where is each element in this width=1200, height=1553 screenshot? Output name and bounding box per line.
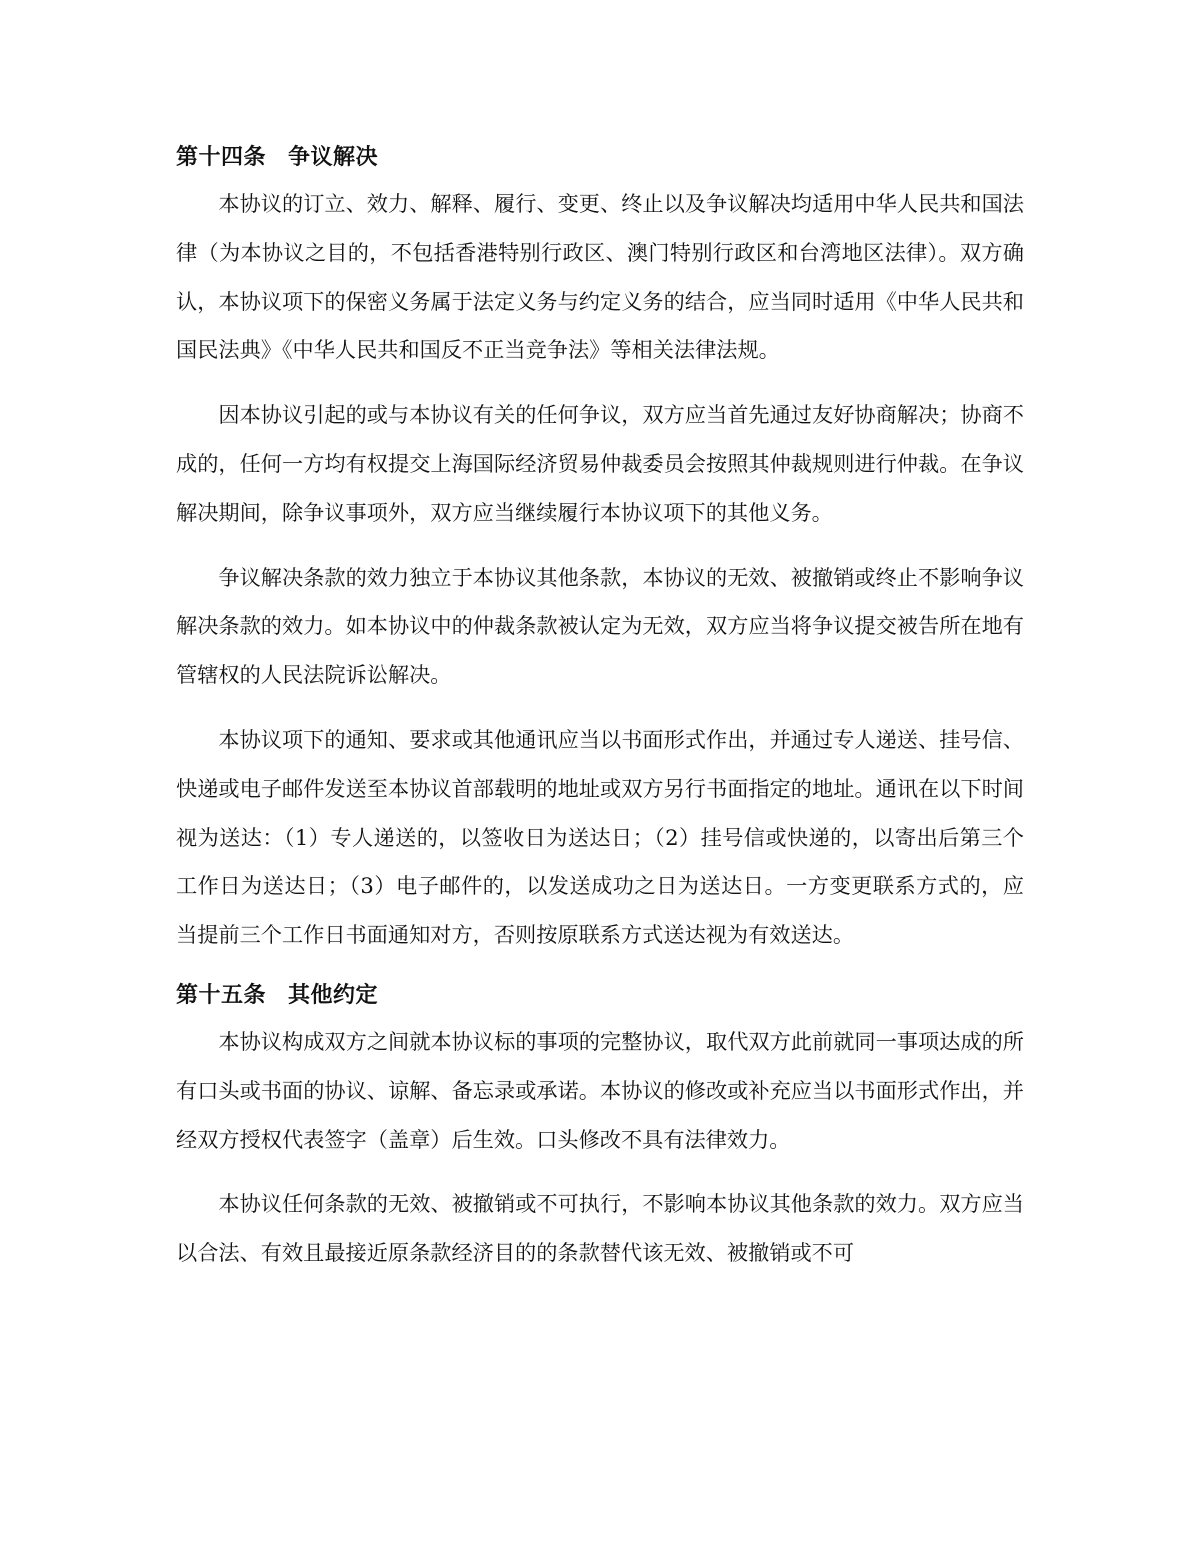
article-heading xyxy=(176,974,1024,1018)
article-number: 第十四条 xyxy=(176,145,267,170)
article-title: 争议解决 xyxy=(288,145,379,170)
article-title: 其他约定 xyxy=(288,982,379,1008)
article-number: 第十五条 xyxy=(176,982,267,1008)
article-heading xyxy=(176,136,1024,180)
document-body xyxy=(176,136,1024,1278)
paragraph: 本协议项下的通知、要求或其他通讯应当以书面形式作出，并通过专人递送、挂号信、快递或电子邮件发送至本协议首部载明的地址或双方另行书面指定的地址。通讯在以下时间视为送达：（1）专人递送的，以签收日为送达日；（2）挂号信或快递的，以寄出后第三个工作日为送达日；（3）电子邮件的，以发送成功之日为送达日。一方变更联系方式的，应当提前三个工作日书面通知对方，否则按原联系方式送达视为有效送达。 xyxy=(176,726,1024,948)
paragraph: 因本协议引起的或与本协议有关的任何争议，双方应当首先通过友好协商解决；协商不成的，任何一方均有权提交上海国际经济贸易仲裁委员会按照其仲裁规则进行仲裁。在争议解决期间，除争议事项外，双方应当继续履行本协议项下的其他义务。 xyxy=(176,402,1024,525)
article-15 xyxy=(176,974,1024,1278)
article-14 xyxy=(176,136,1024,960)
paragraph: 本协议构成双方之间就本协议标的事项的完整协议，取代双方此前就同一事项达成的所有口头或书面的协议、谅解、备忘录或承诺。本协议的修改或补充应当以书面形式作出，并经双方授权代表签字（盖章）后生效。口头修改不具有法律效力。 xyxy=(176,1028,1024,1152)
paragraph: 本协议任何条款的无效、被撤销或不可执行，不影响本协议其他条款的效力。双方应当以合法、有效且最接近原条款经济目的的条款替代该无效、被撤销或不可 xyxy=(176,1191,1024,1266)
paragraph: 本协议的订立、效力、解释、履行、变更、终止以及争议解决均适用中华人民共和国法律（为本协议之目的，不包括香港特别行政区、澳门特别行政区和台湾地区法律）。双方确认，本协议项下的保密义务属于法定义务与约定义务的结合，应当同时适用《中华人民共和国民法典》《中华人民共和国反不正当竞争法》等相关法律法规。 xyxy=(176,191,1024,363)
paragraph: 争议解决条款的效力独立于本协议其他条款，本协议的无效、被撤销或终止不影响争议解决条款的效力。如本协议中的仲裁条款被认定为无效，双方应当将争议提交被告所在地有管辖权的人民法院诉讼解决。 xyxy=(176,564,1024,688)
